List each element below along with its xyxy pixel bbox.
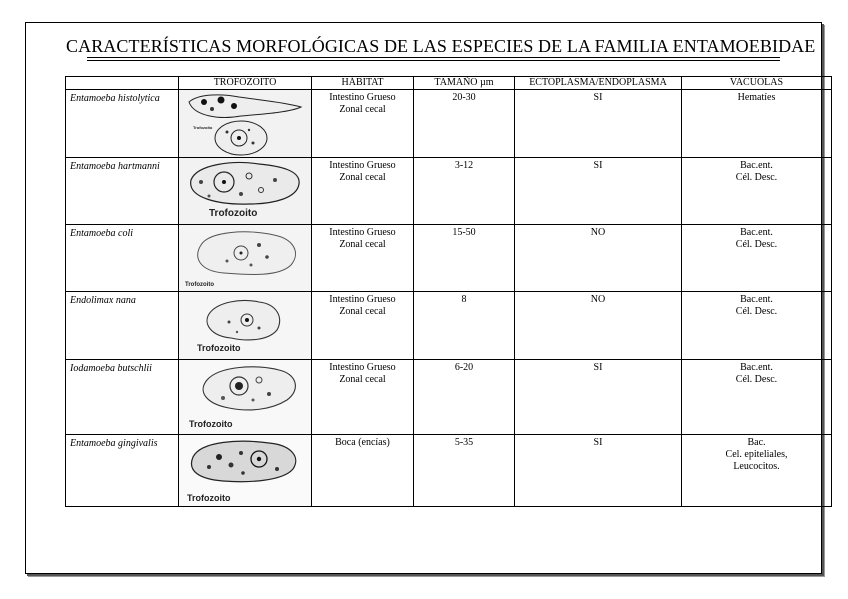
trophozoite-image bbox=[179, 435, 312, 507]
habitat-cell bbox=[312, 435, 414, 507]
vacuola-line: Cél. Desc. bbox=[735, 172, 778, 183]
habitat-line: Boca (encías) bbox=[335, 437, 390, 448]
vacuola-line: Leucocitos. bbox=[733, 461, 780, 472]
species-name: Entamoeba hartmanni bbox=[66, 158, 179, 225]
table-row bbox=[66, 225, 832, 292]
vacuola-line: Bac.ent. bbox=[740, 160, 773, 171]
header-species bbox=[66, 77, 179, 90]
species-name: Endolimax nana bbox=[66, 292, 179, 360]
species-name: Entamoeba gingivalis bbox=[66, 435, 179, 507]
ecto-endo-cell: SI bbox=[515, 90, 682, 158]
vacuola-line: Cél. Desc. bbox=[735, 306, 778, 317]
page-title: CARACTERÍSTICAS MORFOLÓGICAS DE LAS ESPECIES DE LA FAMILIA ENTAMOEBIDAE bbox=[66, 36, 816, 56]
vacuolas-cell bbox=[682, 435, 832, 507]
trophozoite-caption: Trofozoito bbox=[187, 493, 231, 503]
table-row bbox=[66, 158, 832, 225]
ecto-endo-cell: NO bbox=[515, 292, 682, 360]
habitat-cell bbox=[312, 158, 414, 225]
size-cell: 3-12 bbox=[414, 158, 515, 225]
ecto-endo-cell: SI bbox=[515, 158, 682, 225]
header-vacuolas: VACUOLAS bbox=[682, 77, 832, 90]
size-cell: 5-35 bbox=[414, 435, 515, 507]
trophozoite-image bbox=[179, 90, 312, 158]
title-underline bbox=[87, 57, 780, 58]
header-ecto-endo: ECTOPLASMA/ENDOPLASMA bbox=[515, 77, 682, 90]
species-name: Entamoeba histolytica bbox=[66, 90, 179, 158]
vacuolas-cell bbox=[682, 292, 832, 360]
trophozoite-caption: Trofozoito bbox=[197, 343, 241, 353]
habitat-cell bbox=[312, 90, 414, 158]
header-row bbox=[66, 77, 832, 90]
trophozoite-caption: Trofozoito bbox=[209, 208, 258, 219]
species-name: Iodamoeba butschlii bbox=[66, 360, 179, 435]
header-habitat: HÁBITAT bbox=[312, 77, 414, 90]
ecto-endo-cell: SI bbox=[515, 360, 682, 435]
vacuola-line: Hematíes bbox=[737, 92, 776, 103]
vacuola-line: Bac.ent. bbox=[740, 227, 773, 238]
trophozoite-image bbox=[179, 360, 312, 435]
habitat-cell bbox=[312, 225, 414, 292]
header-trofozoito: TROFOZOITO bbox=[179, 77, 312, 90]
habitat-line: Intestino Grueso bbox=[329, 362, 396, 373]
size-cell: 15-50 bbox=[414, 225, 515, 292]
habitat-line: Intestino Grueso bbox=[329, 92, 396, 103]
ecto-endo-cell: SI bbox=[515, 435, 682, 507]
trophozoite-caption: Trofozoíto bbox=[193, 125, 213, 130]
species-table bbox=[65, 76, 832, 507]
size-cell: 8 bbox=[414, 292, 515, 360]
habitat-cell bbox=[312, 292, 414, 360]
vacuolas-cell bbox=[682, 360, 832, 435]
title-underline-thin bbox=[87, 60, 780, 61]
habitat-line: Zonal cecal bbox=[339, 172, 386, 183]
vacuola-line: Bac.ent. bbox=[740, 294, 773, 305]
ecto-endo-cell: NO bbox=[515, 225, 682, 292]
size-cell: 6-20 bbox=[414, 360, 515, 435]
vacuola-line: Cél. Desc. bbox=[735, 374, 778, 385]
trophozoite-image bbox=[179, 158, 312, 225]
vacuolas-cell bbox=[682, 225, 832, 292]
habitat-line: Intestino Grueso bbox=[329, 294, 396, 305]
vacuola-line: Cel. epiteliales, bbox=[725, 449, 788, 460]
size-cell: 20-30 bbox=[414, 90, 515, 158]
table-row bbox=[66, 435, 832, 507]
habitat-line: Intestino Grueso bbox=[329, 160, 396, 171]
vacuola-line: Bac.ent. bbox=[740, 362, 773, 373]
trophozoite-caption: Trofozoito bbox=[185, 282, 214, 288]
habitat-line: Zonal cecal bbox=[339, 306, 386, 317]
habitat-line: Zonal cecal bbox=[339, 104, 386, 115]
vacuola-line: Cél. Desc. bbox=[735, 239, 778, 250]
habitat-line: Intestino Grueso bbox=[329, 227, 396, 238]
vacuolas-cell bbox=[682, 90, 832, 158]
vacuolas-cell bbox=[682, 158, 832, 225]
trophozoite-image bbox=[179, 292, 312, 360]
species-name: Entamoeba coli bbox=[66, 225, 179, 292]
habitat-line: Zonal cecal bbox=[339, 239, 386, 250]
header-size: TAMAÑO µm bbox=[414, 77, 515, 90]
trophozoite-image bbox=[179, 225, 312, 292]
habitat-line: Zonal cecal bbox=[339, 374, 386, 385]
trophozoite-caption: Trofozoito bbox=[189, 419, 233, 429]
table-row bbox=[66, 90, 832, 158]
table-row bbox=[66, 292, 832, 360]
vacuola-line: Bac. bbox=[747, 437, 766, 448]
table-row bbox=[66, 360, 832, 435]
habitat-cell bbox=[312, 360, 414, 435]
